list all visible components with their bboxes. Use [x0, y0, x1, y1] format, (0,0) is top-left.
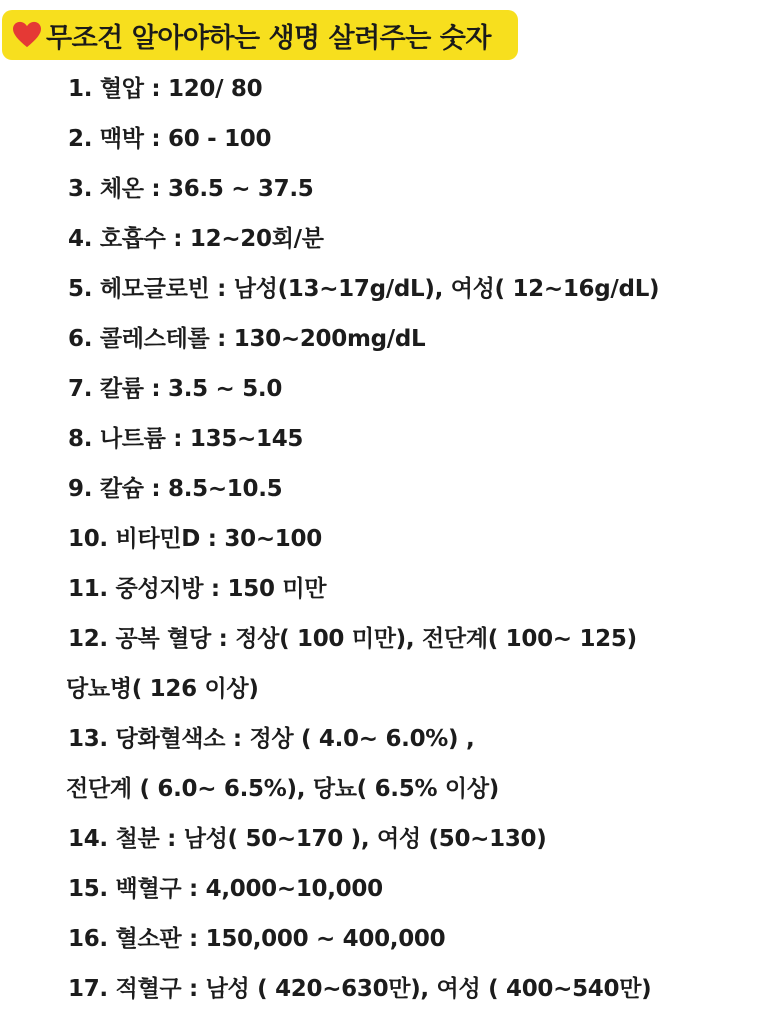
list-item: 13. 당화혈색소 : 정상 ( 4.0~ 6.0%) , [68, 726, 475, 752]
list-item: 10. 비타민D : 30~100 [68, 526, 322, 552]
list-item: 14. 철분 : 남성( 50~170 ), 여성 (50~130) [68, 826, 547, 852]
list-item: 8. 나트륨 : 135~145 [68, 426, 304, 452]
list-item: 7. 칼륨 : 3.5 ~ 5.0 [68, 376, 283, 402]
list-item: 11. 중성지방 : 150 미만 [68, 576, 327, 602]
list-item: 17. 적혈구 : 남성 ( 420~630만), 여성 ( 400~540만) [68, 976, 652, 1002]
list-item: 9. 칼슘 : 8.5~10.5 [68, 476, 283, 502]
list-item: 1. 혈압 : 120/ 80 [68, 76, 263, 102]
page-title: 무조건 알아야하는 생명 살려주는 숫자 [46, 22, 491, 54]
list-item: 5. 헤모글로빈 : 남성(13~17g/dL), 여성( 12~16g/dL) [68, 276, 660, 302]
list-item: 15. 백혈구 : 4,000~10,000 [68, 876, 383, 902]
list-item-continuation: 당뇨병( 126 이상) [66, 676, 259, 702]
list-item: 2. 맥박 : 60 - 100 [68, 126, 272, 152]
list-item: 6. 콜레스테롤 : 130~200mg/dL [68, 326, 426, 352]
title-banner [2, 10, 518, 60]
list-item: 16. 혈소판 : 150,000 ~ 400,000 [68, 926, 446, 952]
list-item: 3. 체온 : 36.5 ~ 37.5 [68, 176, 314, 202]
list-item: 12. 공복 혈당 : 정상( 100 미만), 전단계( 100~ 125) [68, 626, 637, 652]
list-item: 4. 호흡수 : 12~20회/분 [68, 226, 324, 252]
list-item-continuation: 전단계 ( 6.0~ 6.5%), 당뇨( 6.5% 이상) [66, 776, 499, 802]
heart-icon [12, 21, 42, 49]
